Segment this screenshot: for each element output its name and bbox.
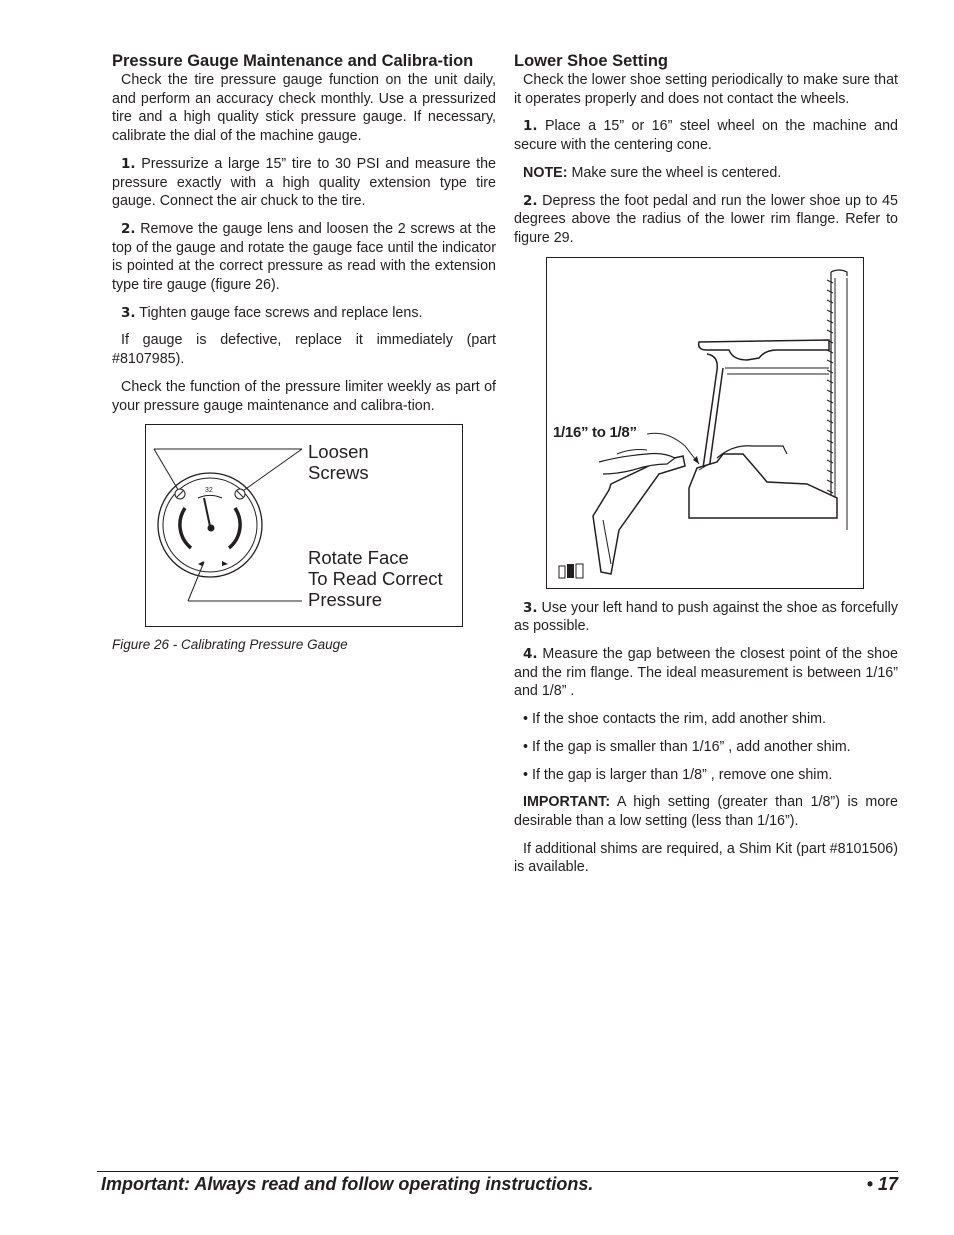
- lower-shoe-intro: Check the lower shoe setting periodically to make sure that it operates properly and does not contact the wheels.: [514, 72, 898, 107]
- figure-26-caption: Figure 26 - Calibrating Pressure Gauge: [112, 637, 348, 653]
- step-text: Pressurize a large 15” tire to 30 PSI and measure the pressure exactly with a high quality extension type tire gauge. Connect the air chuck to the tire.: [112, 155, 496, 210]
- bullet-item: • If the shoe contacts the rim, add another shim.: [523, 711, 827, 728]
- section-heading-lower-shoe: Lower Shoe Setting: [514, 52, 669, 70]
- note-label: NOTE:: [523, 164, 568, 181]
- figure-29-shoe-diagram: [546, 257, 864, 589]
- pressure-gauge-intro: Check the tire pressure gauge function on the unit daily, and perform an accuracy check monthly. Use a pressurized tire and a high quality stick pressure gauge. If necessary, calibrate the dial of the machine gauge.: [112, 72, 496, 145]
- step-text: Tighten gauge face screws and replace lens.: [139, 304, 423, 321]
- loosen-screws-label: Loosen Screws: [308, 441, 369, 484]
- shoe-illustration: [547, 258, 863, 588]
- step-number: 3.: [523, 599, 538, 616]
- footer-rule: [97, 1171, 898, 1172]
- shoe-step-3: [514, 599, 898, 636]
- bullet-item: • If the gap is larger than 1/8” , remove one shim.: [523, 766, 833, 783]
- step-number: 3.: [121, 304, 136, 321]
- gauge-scale-value: 32: [205, 487, 213, 495]
- gap-dimension-label: 1/16” to 1/8”: [553, 423, 637, 441]
- step-number: 1.: [523, 118, 538, 135]
- important-label: IMPORTANT:: [523, 794, 611, 811]
- step-text: Use your left hand to push against the shoe as forcefully as possible.: [514, 599, 898, 635]
- page-footer: [101, 1173, 898, 1195]
- bullet-item: • If the gap is smaller than 1/16” , add another shim.: [523, 738, 851, 755]
- gauge-defective-note: If gauge is defective, replace it immediately (part #8107985).: [112, 332, 496, 368]
- gauge-step-1: [112, 155, 496, 211]
- shim-kit-note: If additional shims are required, a Shim Kit (part #8101506) is available.: [514, 840, 898, 876]
- left-column: [112, 52, 496, 652]
- footer-warning: Important: Always read and follow operating instructions.: [101, 1174, 594, 1194]
- step-number: 1.: [121, 155, 136, 172]
- note-text: Make sure the wheel is centered.: [571, 164, 782, 181]
- pressure-limiter-note: Check the function of the pressure limiter weekly as part of your pressure gauge maintenance and calibra-tion.: [112, 378, 496, 414]
- step-text: Place a 15” or 16” steel wheel on the machine and secure with the centering cone.: [514, 118, 898, 154]
- gauge-step-3: [112, 304, 496, 323]
- note-paragraph: [514, 164, 898, 183]
- gauge-step-2: [112, 220, 496, 295]
- right-column: [514, 52, 898, 886]
- step-text: Depress the foot pedal and run the lower shoe up to 45 degrees above the radius of the lower rim flange. Refer to figure 29.: [514, 192, 898, 246]
- rotate-face-label: Rotate Face To Read Correct Pressure: [308, 547, 443, 611]
- shoe-step-4: [514, 645, 898, 701]
- figure-26-gauge-diagram: [145, 424, 463, 627]
- step-text: Remove the gauge lens and loosen the 2 screws at the top of the gauge and rotate the gauge face until the indicator is pointed at the correct pressure as read with the extension type tire gauge (figure 26).: [112, 220, 496, 294]
- step-number: 4.: [523, 646, 538, 663]
- step-number: 2.: [121, 220, 136, 237]
- important-paragraph: [514, 793, 898, 830]
- page-number: • 17: [866, 1174, 898, 1194]
- step-number: 2.: [523, 192, 538, 209]
- step-text: Measure the gap between the closest point of the shoe and the rim flange. The ideal measurement is between 1/16” and 1/8” .: [514, 646, 898, 700]
- shoe-step-1: [514, 117, 898, 154]
- important-text: A high setting (greater than 1/8”) is more desirable than a low setting (less than 1/16”).: [514, 794, 899, 829]
- shoe-step-2: [514, 192, 898, 248]
- section-heading-pressure-gauge: Pressure Gauge Maintenance and Calibra-tion: [112, 52, 474, 70]
